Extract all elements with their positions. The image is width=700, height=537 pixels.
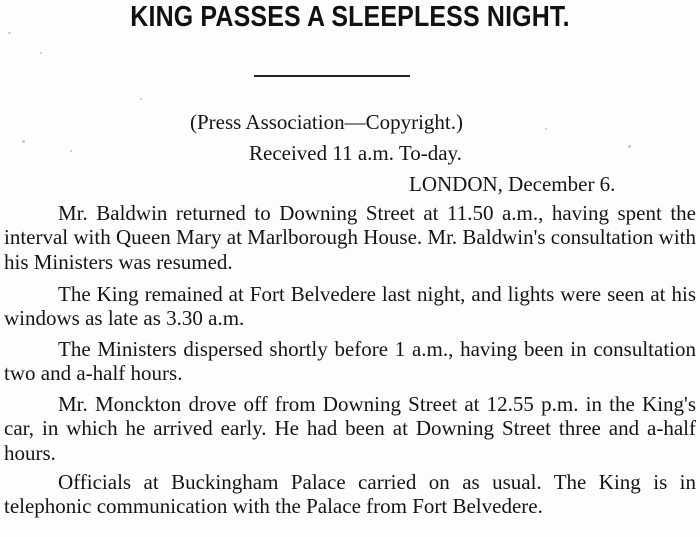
headline: KING PASSES A SLEEPLESS NIGHT.	[130, 1, 570, 33]
paragraph	[4, 282, 696, 331]
paragraph-text: The King remained at Fort Belvedere last night, and lights were seen at his windows as late as 3.30 a.m.	[4, 282, 696, 331]
paragraph	[4, 201, 696, 274]
print-speck	[70, 150, 72, 152]
print-speck	[628, 145, 631, 148]
print-speck	[22, 140, 25, 143]
print-speck	[140, 98, 142, 100]
paragraph	[4, 470, 696, 519]
press-credit: (Press Association—Copyright.)	[190, 110, 463, 134]
paragraph	[4, 337, 696, 386]
print-speck	[40, 52, 42, 54]
paragraph-text: Mr. Monckton drove off from Downing Street at 12.55 p.m. in the King's car, in which he arrived early. He had been at Downing Street three and a-half hours.	[4, 392, 696, 465]
paragraph-text: Mr. Baldwin returned to Downing Street at 11.50 a.m., having spent the interval with Queen Mary at Marlborough House. Mr. Baldwin's consultation with his Ministers was resumed.	[4, 201, 697, 274]
paragraph-text: Officials at Buckingham Palace carried on as usual. The King is in telephonic communication with the Palace from Fort Belvedere.	[4, 470, 696, 519]
headline-rule	[254, 75, 410, 77]
dateline: LONDON, December 6.	[409, 172, 616, 196]
paragraph-text: The Ministers dispersed shortly before 1 a.m., having been in consultation two and a-half hours.	[4, 337, 696, 386]
print-speck	[545, 128, 547, 130]
received-time: Received 11 a.m. To-day.	[249, 141, 462, 165]
print-speck	[8, 32, 11, 34]
paragraph	[4, 392, 696, 465]
